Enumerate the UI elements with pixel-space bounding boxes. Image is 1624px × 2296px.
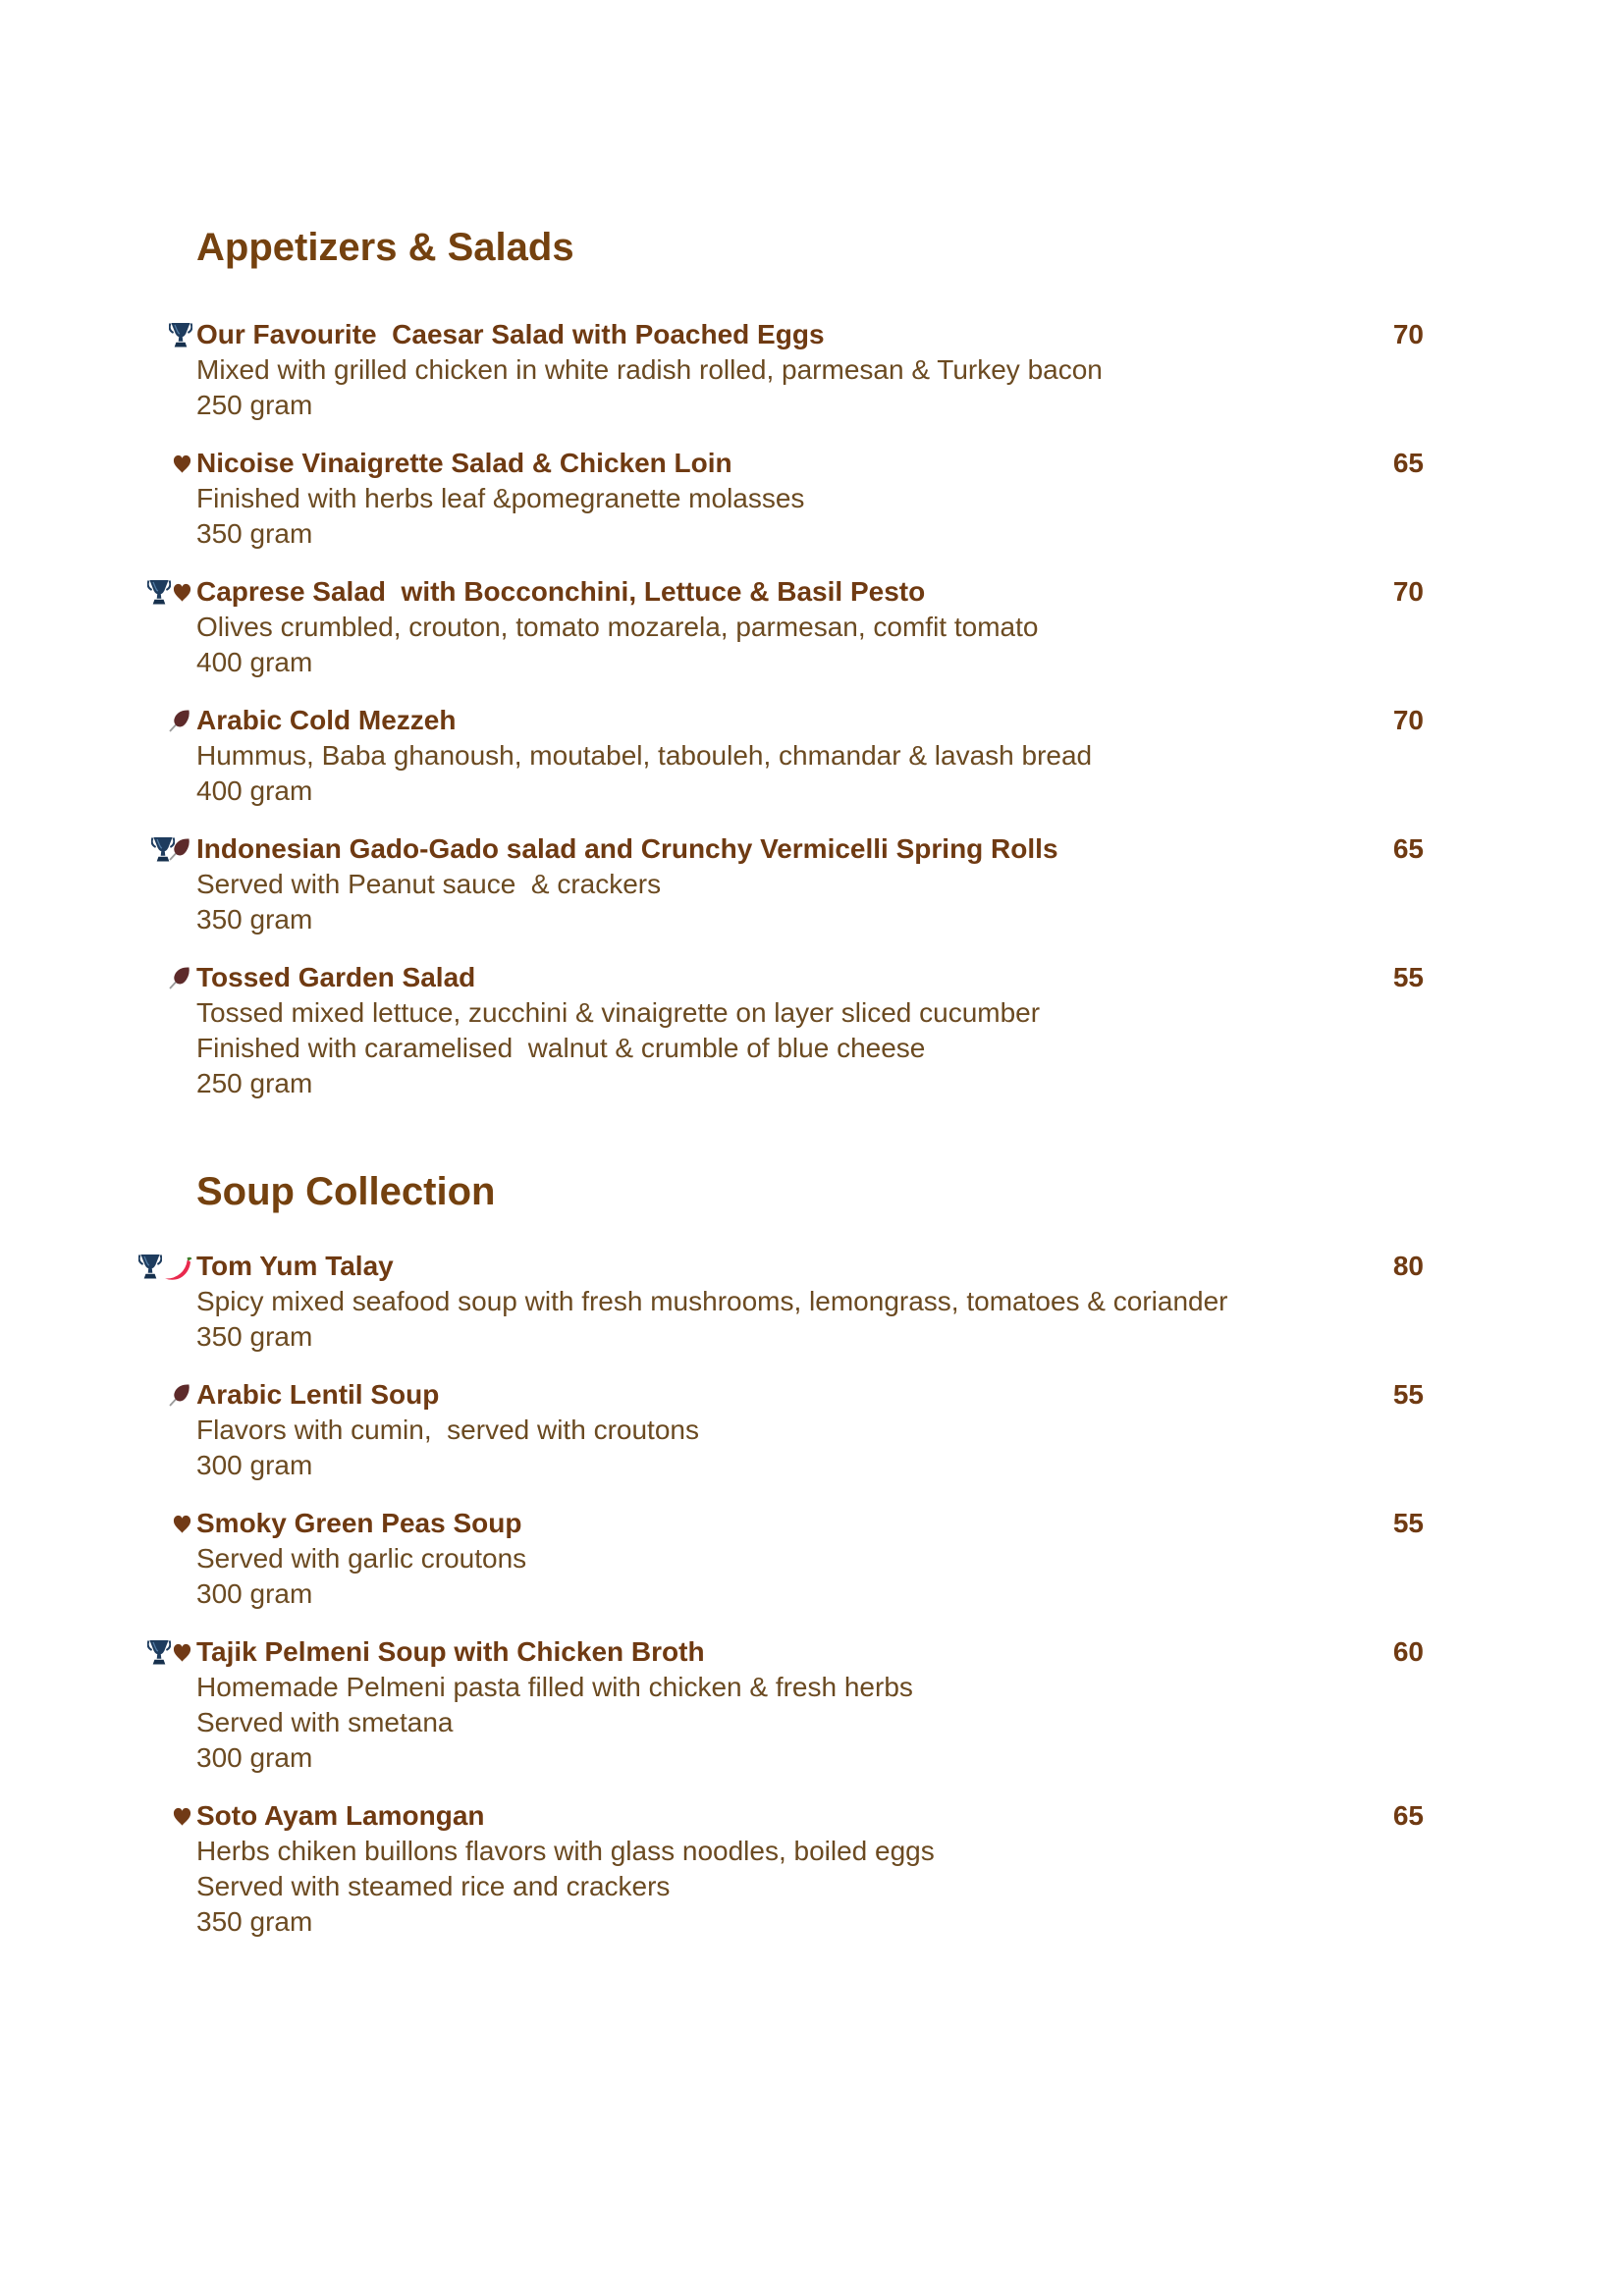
item-weight: 400 gram [196,775,313,806]
heart-icon [172,1514,192,1534]
item-icons [132,1506,192,1541]
item-icons [132,574,192,610]
item-price: 55 [1392,962,1424,992]
item-description: Served with smetana [196,1707,454,1737]
menu-item-gado-gado-salad [196,831,1424,937]
item-price: 60 [1392,1636,1424,1667]
item-title: Tom Yum Talay [196,1251,394,1281]
item-weight: 400 gram [196,647,313,677]
item-icons [132,960,192,995]
item-icons [132,1798,192,1834]
item-weight: 350 gram [196,904,313,934]
item-description: Finished with herbs leaf &pomegranette molasses [196,483,805,513]
item-description: Flavors with cumin, served with croutons [196,1415,699,1445]
item-title: Tossed Garden Salad [196,962,476,992]
item-description: Homemade Pelmeni pasta filled with chicken & fresh herbs [196,1672,913,1702]
section-appetizers-salads [196,228,1424,1101]
leaf-icon [168,837,192,862]
leaf-icon [168,709,192,733]
item-description: Hummus, Baba ghanoush, moutabel, tabouleh, chmandar & lavash bread [196,740,1093,771]
menu-item-caesar-salad [196,317,1424,423]
menu-item-arabic-lentil-soup [196,1377,1424,1483]
menu-item-soto-ayam-lamongan [196,1798,1424,1940]
item-price: 65 [1392,1800,1424,1831]
item-price: 70 [1392,576,1424,607]
heart-icon [172,1806,192,1827]
item-title: Tajik Pelmeni Soup with Chicken Broth [196,1636,705,1667]
item-icons [132,831,192,867]
menu-item-smoky-green-peas-soup [196,1506,1424,1612]
item-description: Finished with caramelised walnut & crumble of blue cheese [196,1033,926,1063]
item-title: Smoky Green Peas Soup [196,1508,522,1538]
heart-icon [172,454,192,474]
item-weight: 250 gram [196,390,313,420]
item-icons [132,317,192,352]
leaf-icon [168,1383,192,1408]
item-price: 65 [1392,833,1424,864]
item-icons [132,1249,192,1284]
item-weight: 300 gram [196,1450,313,1480]
item-title: Our Favourite Caesar Salad with Poached Eggs [196,319,825,349]
menu-item-tajik-pelmeni-soup [196,1634,1424,1776]
item-price: 70 [1392,319,1424,349]
item-weight: 300 gram [196,1578,313,1609]
item-weight: 250 gram [196,1068,313,1098]
item-price: 80 [1392,1251,1424,1281]
item-weight: 350 gram [196,518,313,549]
heart-icon [172,582,192,603]
item-title: Nicoise Vinaigrette Salad & Chicken Loin [196,448,732,478]
item-title: Soto Ayam Lamongan [196,1800,485,1831]
section-heading: Soup Collection [196,1170,496,1213]
item-icons [132,1634,192,1670]
item-title: Arabic Cold Mezzeh [196,705,457,735]
trophy-icon [147,579,171,606]
item-weight: 300 gram [196,1742,313,1773]
trophy-icon [169,322,192,348]
menu-page [196,228,1424,1962]
chili-icon [163,1256,192,1282]
item-icons [132,446,192,481]
item-description: Mixed with grilled chicken in white radish rolled, parmesan & Turkey bacon [196,354,1103,385]
item-price: 65 [1392,448,1424,478]
item-title: Indonesian Gado-Gado salad and Crunchy Vermicelli Spring Rolls [196,833,1058,864]
item-icons [132,703,192,738]
leaf-icon [168,966,192,990]
trophy-icon [147,1639,171,1666]
menu-item-arabic-cold-mezzeh [196,703,1424,809]
menu-item-nicoise-salad [196,446,1424,552]
heart-icon [172,1642,192,1663]
item-price: 55 [1392,1379,1424,1410]
menu-item-caprese-salad [196,574,1424,680]
item-description: Herbs chiken buillons flavors with glass noodles, boiled eggs [196,1836,935,1866]
item-price: 70 [1392,705,1424,735]
trophy-icon [138,1254,162,1280]
item-icons [132,1377,192,1413]
item-title: Caprese Salad with Bocconchini, Lettuce & Basil Pesto [196,576,926,607]
item-description: Served with Peanut sauce & crackers [196,869,662,899]
item-description: Spicy mixed seafood soup with fresh mushrooms, lemongrass, tomatoes & coriander [196,1286,1228,1316]
item-description: Olives crumbled, crouton, tomato mozarela, parmesan, comfit tomato [196,612,1039,642]
item-weight: 350 gram [196,1321,313,1352]
section-soup-collection [196,1172,1424,1940]
item-description: Served with steamed rice and crackers [196,1871,671,1901]
menu-item-tom-yum-talay [196,1249,1424,1355]
item-description: Tossed mixed lettuce, zucchini & vinaigrette on layer sliced cucumber [196,997,1041,1028]
item-weight: 350 gram [196,1906,313,1937]
item-title: Arabic Lentil Soup [196,1379,440,1410]
menu-item-tossed-garden-salad [196,960,1424,1101]
item-price: 55 [1392,1508,1424,1538]
section-heading: Appetizers & Salads [196,226,574,269]
item-description: Served with garlic croutons [196,1543,527,1574]
